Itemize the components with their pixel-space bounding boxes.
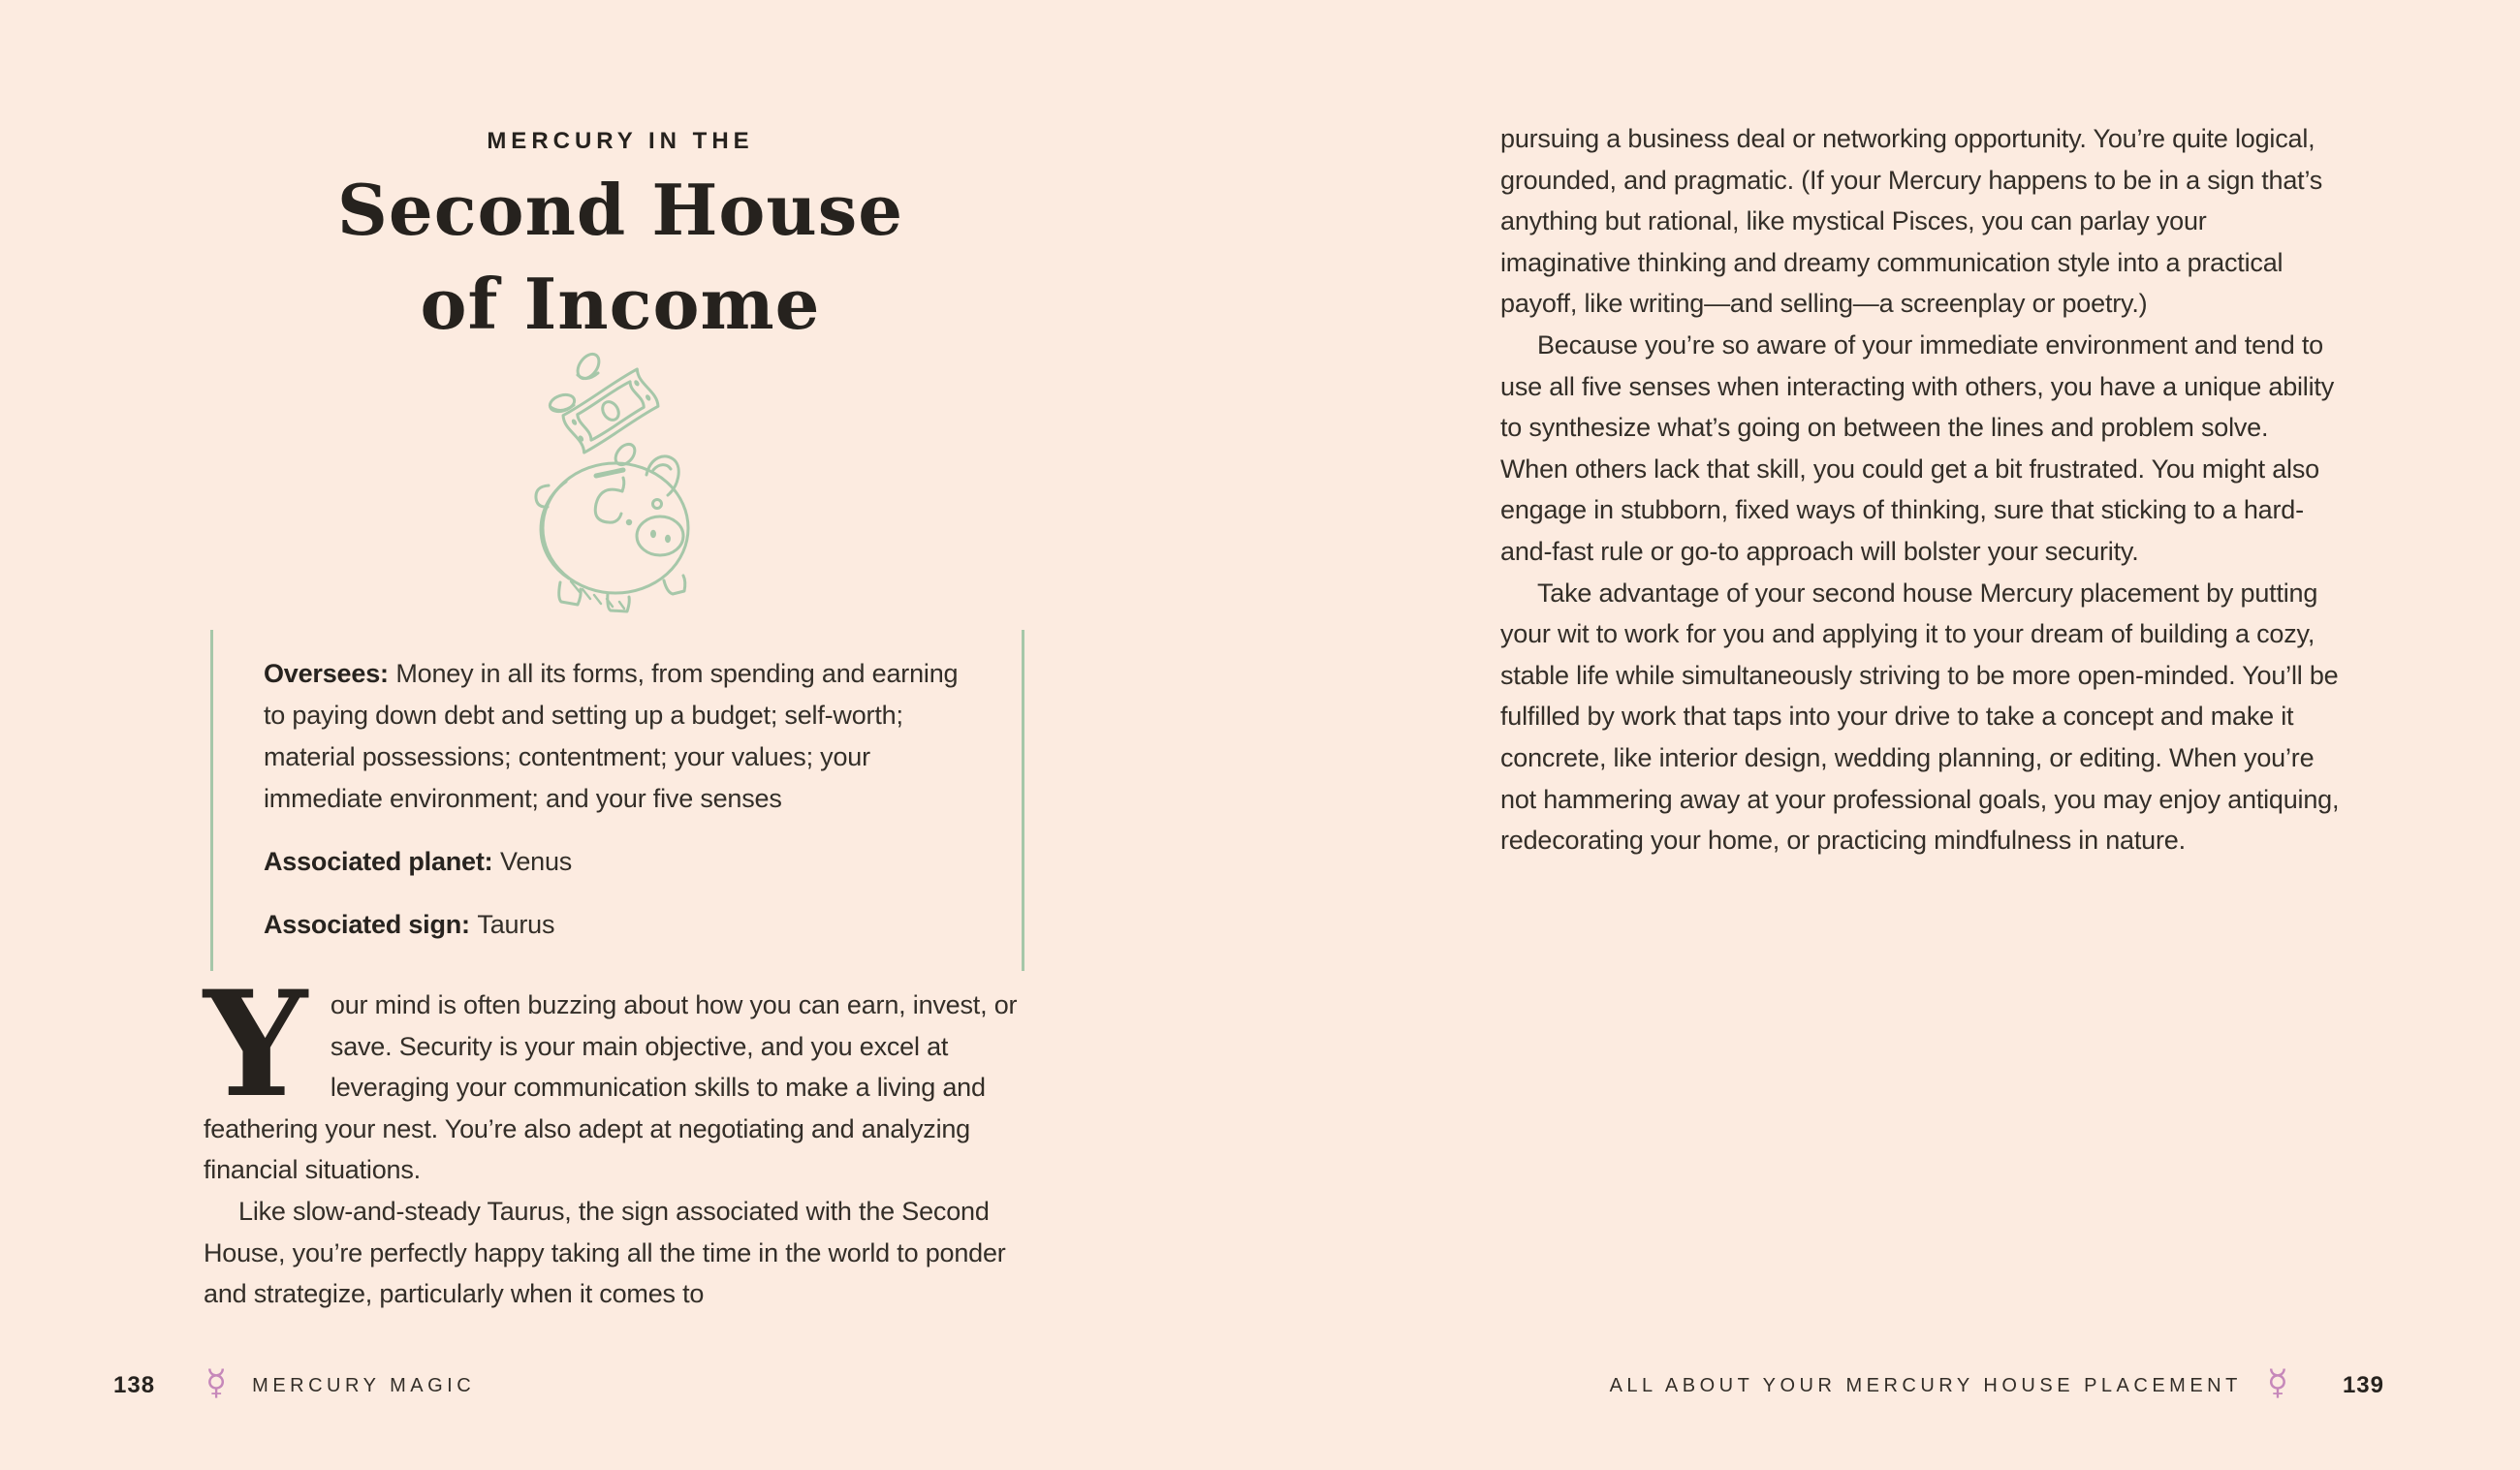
right-paragraph-1: pursuing a business deal or networking opportunity. You’re quite logical, grounded, and pragmatic. (If your Mercury happens to be in a sign that’s anything but rational, like mystical Pisces, you can parlay your imaginative thinking and dreamy communication style into a practical payoff, like writing—and selling—a screenplay or poetry.) [1500, 124, 2323, 319]
right-page-number: 139 [2342, 1372, 2384, 1398]
associated-planet-row [264, 841, 975, 883]
chapter-title-line1: Second House [336, 169, 904, 251]
dropcap: Y [204, 959, 307, 1130]
piggy-bank-illustration [528, 339, 722, 620]
oversees-label: Oversees: [264, 659, 389, 688]
left-paragraph-1-text: our mind is often buzzing about how you can earn, invest, or save. Security is your main objective, and you excel at leveraging your communication skills to make a living and feathering your nest. You’re also adept at negotiating and analyzing financial situations. [204, 990, 1018, 1185]
associated-sign-value: Taurus [477, 910, 555, 939]
associated-sign-label: Associated sign: [264, 910, 470, 939]
right-footer [1610, 1364, 2384, 1407]
left-paragraph-2: Like slow-and-steady Taurus, the sign associated with the Second House, you’re perfectly happy taking all the time in the world to ponder and strategize, particularly when it comes to [204, 1196, 1006, 1309]
left-page-number: 138 [113, 1372, 156, 1398]
right-running-head: ALL ABOUT YOUR MERCURY HOUSE PLACEMENT [1609, 1374, 2242, 1396]
chapter-title-line2: of Income [420, 263, 821, 345]
left-footer [113, 1364, 475, 1407]
left-paragraph-1 [204, 959, 1037, 1191]
left-running-head: MERCURY MAGIC [252, 1374, 476, 1396]
associated-planet-value: Venus [500, 847, 573, 876]
chapter-title [204, 163, 1037, 351]
right-page [1500, 118, 2342, 861]
associated-planet-label: Associated planet: [264, 847, 493, 876]
chapter-eyebrow: MERCURY IN THE [487, 128, 754, 154]
right-paragraph-2: Because you’re so aware of your immediate environment and tend to use all five senses when interacting with others, you have a unique ability to synthesize what’s going on between the lines and problem solve. When others lack that skill, you could get a bit frustrated. You might also engage in stubborn, fixed ways of thinking, sure that sticking to a hard-and-fast rule or go-to approach will bolster your security. [1500, 329, 2335, 566]
left-body-copy [204, 959, 1037, 1315]
right-paragraph-3: Take advantage of your second house Mercury placement by putting your wit to work for you and applying it to your dream of building a cozy, stable life while simultaneously striving to be more open-minded. You’ll be fulfilled by work that taps into your drive to take a concept and make it concrete, like interior design, wedding planning, or editing. When you’re not hammering away at your professional goals, you may enjoy antiquing, redecorating your home, or practicing mindfulness in nature. [1500, 578, 2340, 856]
associated-sign-row [264, 904, 975, 946]
oversees-paragraph [264, 653, 975, 820]
mercury-symbol-icon: ☿ [2266, 1363, 2288, 1403]
oversees-callout [210, 630, 1024, 971]
oversees-text: Money in all its forms, from spending and earning to paying down debt and setting up a budget; self-worth; material possessions; contentment; your values; your immediate environment; and your five senses [264, 659, 959, 813]
mercury-symbol-icon: ☿ [205, 1363, 228, 1403]
